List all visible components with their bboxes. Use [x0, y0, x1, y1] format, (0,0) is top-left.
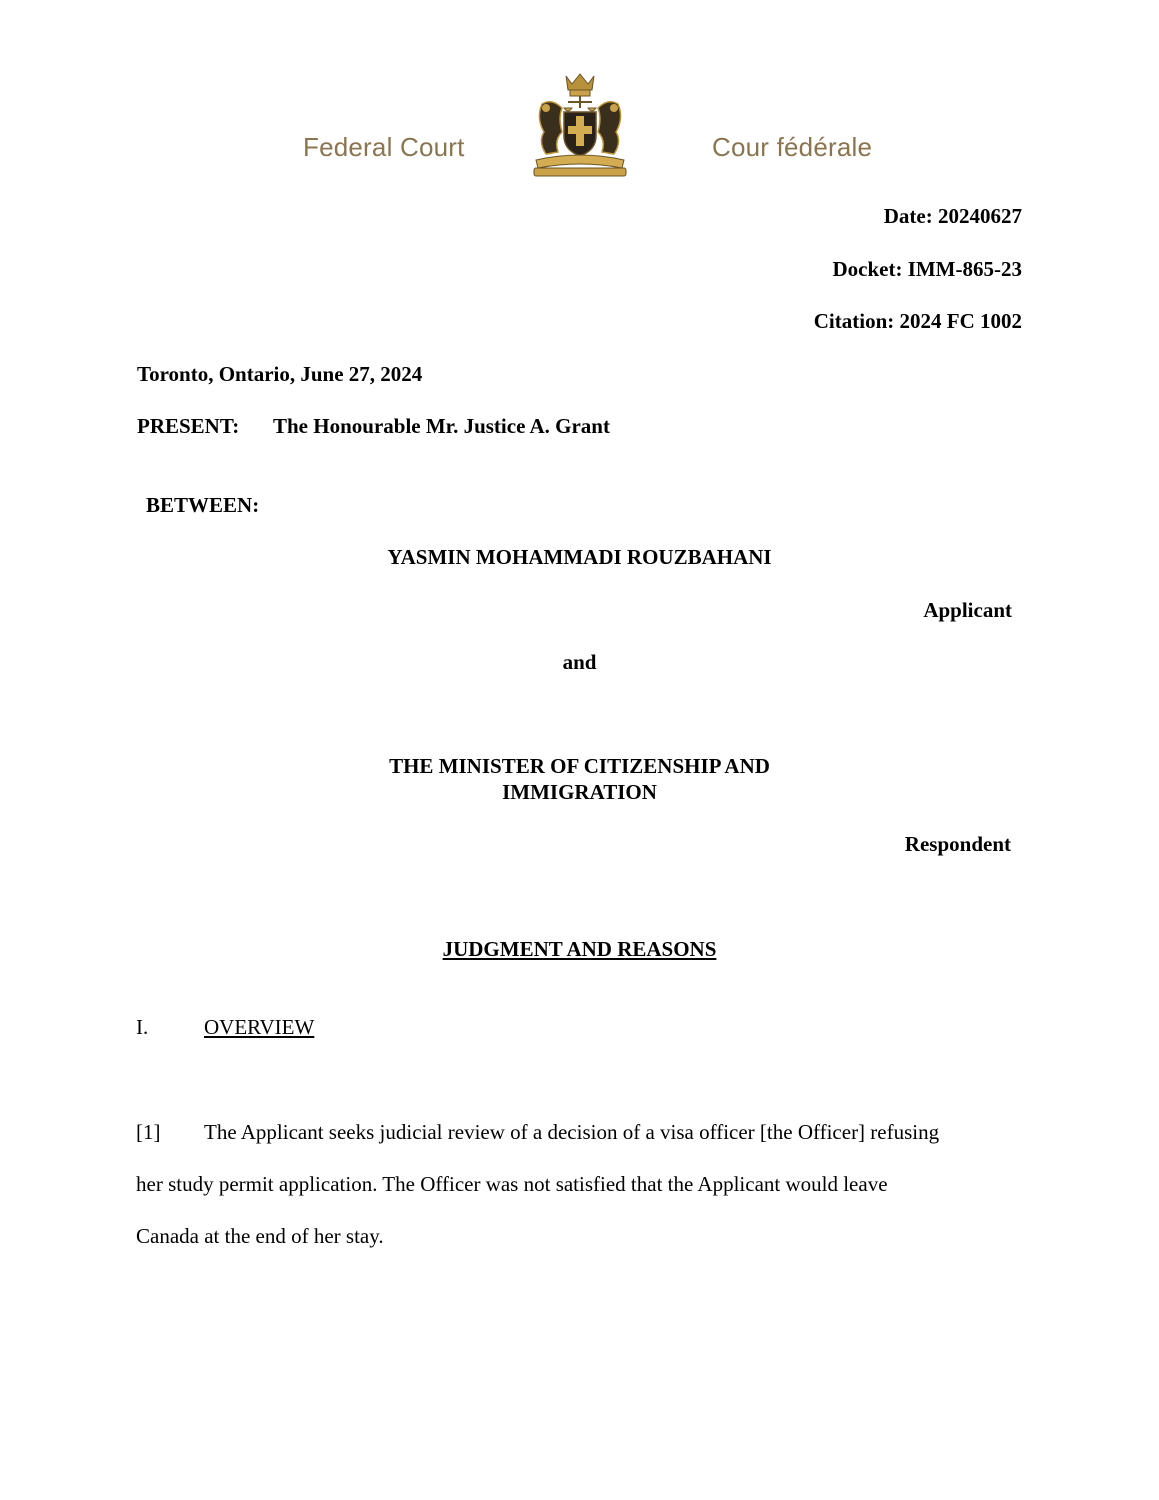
- paragraph-line: her study permit application. The Officer was not satisfied that the Applicant would leave: [136, 1172, 888, 1196]
- respondent-name-line1: THE MINISTER OF CITIZENSHIP AND: [389, 754, 770, 778]
- location-date: Toronto, Ontario, June 27, 2024: [137, 362, 423, 386]
- applicant-role: Applicant: [923, 598, 1012, 622]
- section-number: I.: [136, 1015, 149, 1039]
- paragraph-line: The Applicant seeks judicial review of a decision of a visa officer [the Officer] refusing: [204, 1120, 940, 1144]
- applicant-name: YASMIN MOHAMMADI ROUZBAHANI: [387, 545, 772, 569]
- decision-date: Date: 20240627: [883, 204, 1022, 228]
- court-name-french: Cour fédérale: [712, 132, 873, 162]
- coat-of-arms-icon: [528, 70, 632, 178]
- paragraph-line: Canada at the end of her stay.: [136, 1224, 384, 1248]
- court-name-english: Federal Court: [303, 132, 465, 162]
- and-conjunction: and: [562, 650, 597, 674]
- citation: Citation: 2024 FC 1002: [813, 309, 1022, 333]
- document-title-text: JUDGMENT AND REASONS: [442, 937, 717, 961]
- document-title: [0, 937, 1159, 962]
- section-heading: OVERVIEW: [204, 1015, 315, 1039]
- present-label: PRESENT:: [137, 414, 240, 438]
- presiding-judge: The Honourable Mr. Justice A. Grant: [273, 414, 610, 438]
- respondent-role: Respondent: [904, 832, 1011, 856]
- docket-number: Docket: IMM-865-23: [832, 257, 1022, 281]
- respondent-name-line2: IMMIGRATION: [502, 780, 657, 804]
- between-label: BETWEEN:: [146, 493, 260, 517]
- paragraph-number: [1]: [136, 1120, 161, 1144]
